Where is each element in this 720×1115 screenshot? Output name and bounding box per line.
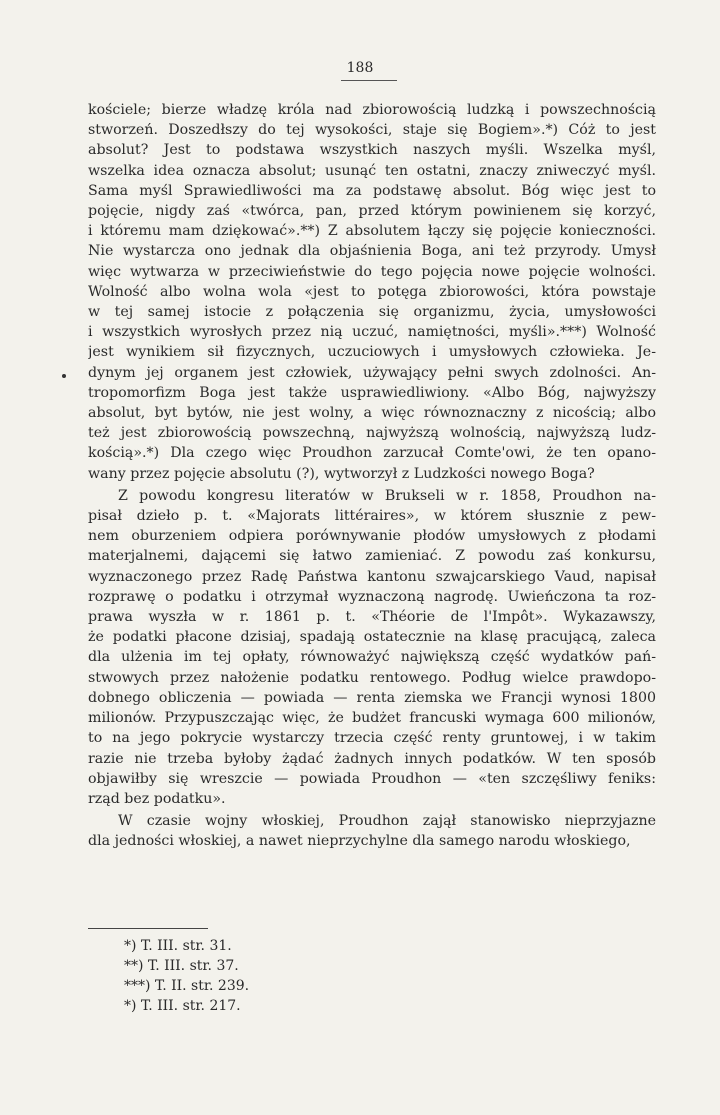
- paragraph: [88, 486, 656, 809]
- text-line: prawa wyszła w r. 1861 p. t. «Théorie de l'Impôt». Wykazawszy,: [88, 609, 656, 626]
- body-text: [88, 100, 656, 852]
- text-line: kością».*) Dla czego więc Proudhon zarzucał Comte'owi, że ten opano-: [88, 445, 656, 462]
- text-line: Nie wystarcza ono jednak dla objaśnienia Boga, ani też przyrody. Umysł: [88, 243, 656, 260]
- text-line: dynym jej organem jest człowiek, używający pełni swych zdolności. An-: [88, 364, 656, 381]
- footnote: ***) T. II. str. 239.: [124, 978, 250, 994]
- text-line: stworzeń. Doszedłszy do tej wysokości, staje się Bogiem».*) Cóż to jest: [88, 122, 656, 139]
- footnote: *) T. III. str. 217.: [124, 998, 241, 1014]
- text-line: wany przez pojęcie absolutu (?), wytworzył z Ludzkości nowego Boga?: [88, 465, 595, 482]
- text-line: razie nie trzeba byłoby żądać żadnych innych podatków. W ten sposób: [88, 750, 656, 767]
- footnote-rule: [88, 928, 208, 929]
- text-line: i wszystkich wyrosłych przez nią uczuć, namiętności, myśli».***) Wolność: [88, 324, 656, 341]
- text-line: pisał dzieło p. t. «Majorats littéraires», w którem słusznie z pew-: [88, 508, 656, 525]
- text-line: kościele; bierze władzę króla nad zbiorowością ludzką i powszechnością: [88, 102, 656, 118]
- footnotes: [124, 936, 249, 1016]
- text-line: objawiłby się wreszcie — powiada Proudhon — «ten szczęśliwy feniks:: [88, 770, 656, 787]
- text-line: absolut, byt bytów, nie jest wolny, a więc równoznaczny z nicością; albo: [88, 405, 656, 422]
- footnote: *) T. III. str. 31.: [124, 938, 232, 954]
- text-line: więc wytwarza w przeciwieństwie do tego pojęcia nowe pojęcie wolności.: [88, 263, 656, 280]
- text-line: wyznaczonego przez Radę Państwa kantonu szwajcarskiego Vaud, napisał: [88, 568, 656, 585]
- text-line: materjalnemi, dającemi się łatwo zamieniać. Z powodu zaś konkursu,: [88, 548, 656, 565]
- text-line: Wolność albo wolna wola «jest to potęga zbiorowości, która powstaje: [88, 283, 656, 300]
- text-line: tropomorfizm Boga jest także usprawiedliwiony. «Albo Bóg, najwyższy: [88, 384, 656, 401]
- text-line: rozprawę o podatku i otrzymał wyznaczoną nagrodę. Uwieńczona ta roz-: [88, 588, 656, 605]
- page-number: 188: [346, 60, 374, 76]
- text-line: dla ulżenia im tej opłaty, równoważyć największą część wydatków pań-: [88, 649, 656, 666]
- page-number-rule: [341, 80, 397, 81]
- text-line: dobnego obliczenia — powiada — renta ziemska we Francji wynosi 1800: [88, 689, 656, 706]
- paragraph: [88, 100, 656, 484]
- text-line: milionów. Przypuszczając więc, że budżet francuski wymaga 600 milionów,: [88, 710, 656, 727]
- text-line: Z powodu kongresu literatów w Brukseli w r. 1858, Proudhon na-: [118, 487, 656, 504]
- text-line: stwowych przez nałożenie podatku rentowego. Podług wielce prawdopo-: [88, 669, 656, 686]
- paragraph: [88, 811, 656, 851]
- text-line: Sama myśl Sprawiedliwości ma za podstawę absolut. Bóg więc jest to: [88, 182, 656, 199]
- margin-mark: [62, 374, 66, 378]
- text-line: to na jego pokrycie wystarczy trzecia część renty gruntowej, i w takim: [88, 730, 656, 747]
- text-line: jest wynikiem sił fizycznych, uczuciowych i umysłowych człowieka. Je-: [88, 344, 656, 361]
- text-line: W czasie wojny włoskiej, Proudhon zajął stanowisko nieprzyjazne: [118, 813, 656, 830]
- text-line: pojęcie, nigdy zaś «twórca, pan, przed którym powinienem się korzyć,: [88, 203, 656, 220]
- text-line: dla jedności włoskiej, a nawet nieprzychylne dla samego narodu włoskiego,: [88, 833, 631, 850]
- text-line: i któremu mam dziękować».**) Z absolutem łączy się pojęcie konieczności.: [88, 223, 656, 240]
- text-line: nem oburzeniem odpiera porównywanie płodów umysłowych z płodami: [88, 528, 656, 545]
- text-line: wszelka idea oznacza absolut; usunąć ten ostatni, znaczy zniweczyć myśl.: [88, 162, 656, 179]
- footnote: **) T. III. str. 37.: [124, 958, 239, 974]
- text-line: rząd bez podatku».: [88, 790, 226, 807]
- text-line: że podatki płacone dzisiaj, spadają ostatecznie na klasę pracującą, zaleca: [88, 629, 656, 646]
- text-line: też jest zbiorowością powszechną, najwyższą wolnością, najwyższą ludz-: [88, 425, 656, 442]
- text-line: w tej samej istocie z połączenia się organizmu, życia, umysłowości: [88, 304, 656, 321]
- text-line: absolut? Jest to podstawa wszystkich naszych myśli. Wszelka myśl,: [88, 142, 656, 159]
